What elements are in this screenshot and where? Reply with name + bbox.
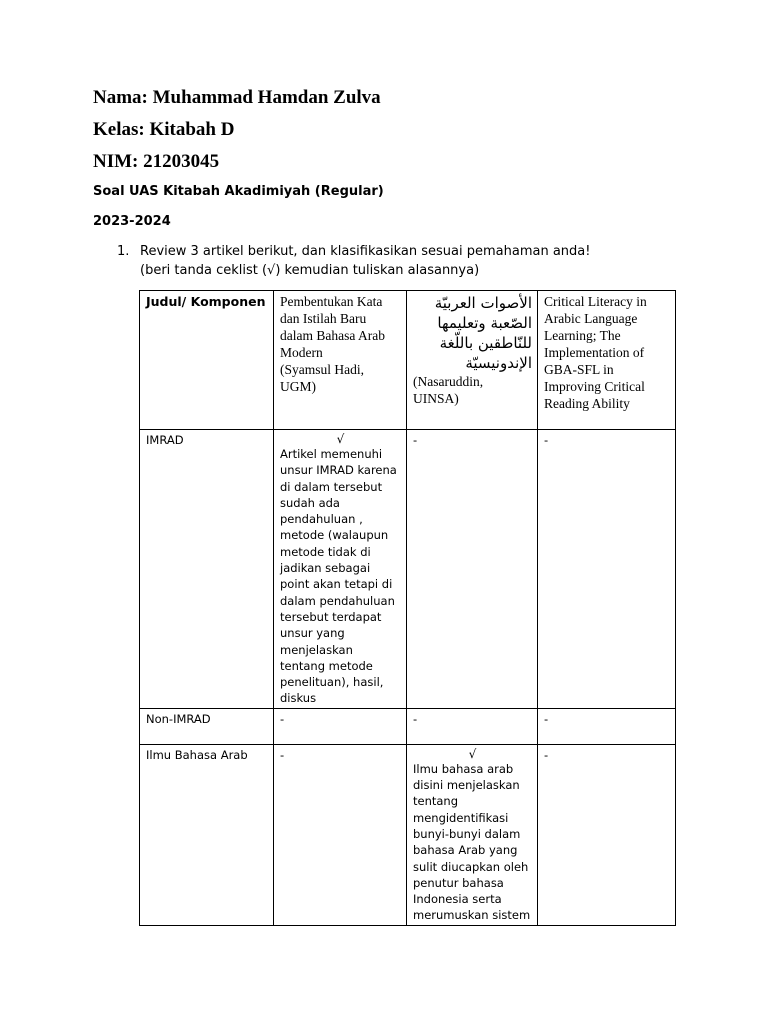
article-1-title: Pembentukan Kata dan Istilah Baru dalam Bahasa Arab Modern	[280, 294, 385, 360]
cell-ilmu-article-3: -	[538, 744, 676, 925]
exam-year: 2023-2024	[93, 214, 171, 229]
article-1-author: (Syamsul Hadi, UGM)	[280, 362, 364, 394]
ilmu-article-2-reason: Ilmu bahasa arab disini menjelaskan tentang mengidentifikasi bunyi-bunyi dalam bahasa Arab yang sulit diucapkan oleh penutur bahasa Indonesia serta merumuskan sistem	[413, 761, 531, 923]
article-2-title: الأصوات العربيّة الصّعبة وتعليمها للنّاطقين باللّغة الإندونيسيّة	[434, 294, 532, 372]
cell-imrad-article-3: -	[538, 430, 676, 709]
student-class: Kelas: Kitabah D	[93, 119, 235, 140]
row-label-imrad: IMRAD	[140, 430, 274, 709]
cell-ilmu-article-1: -	[274, 744, 407, 925]
header-cell-article-1	[274, 291, 407, 430]
question-number: 1.	[117, 244, 130, 259]
row-label-non-imrad: Non-IMRAD	[140, 708, 274, 744]
cell-imrad-article-2: -	[407, 430, 538, 709]
exam-title: Soal UAS Kitabah Akadimiyah (Regular)	[93, 184, 384, 199]
check-mark: √	[336, 432, 345, 446]
student-nim: NIM: 21203045	[93, 151, 220, 172]
cell-nonimrad-article-1: -	[274, 708, 407, 744]
classification-table	[139, 290, 676, 926]
header-cell-corner	[140, 291, 274, 430]
header-cell-article-2	[407, 291, 538, 430]
imrad-article-1-reason: Artikel memenuhi unsur IMRAD karena di dalam tersebut sudah ada pendahuluan , metode (walaupun metode tidak di jadikan sebagai point akan tetapi di dalam pendahuluan tersebut terdapat unsur yang menjelaskan tentang metode penelituan), hasil, diskus	[280, 447, 397, 706]
row-label-ilmu-bahasa-arab: Ilmu Bahasa Arab	[140, 744, 274, 925]
corner-label: Judul/ Komponen	[146, 294, 266, 309]
cell-imrad-article-1	[274, 430, 407, 709]
article-3-title: Critical Literacy in Arabic Language Learning; The Implementation of GBA-SFL in Improving Critical Reading Ability	[544, 294, 647, 411]
check-mark: √	[468, 746, 477, 761]
table-row	[140, 430, 676, 709]
cell-ilmu-article-2	[407, 744, 538, 925]
question-line-2: (beri tanda ceklist (√) kemudian tuliskan alasannya)	[140, 263, 480, 278]
article-2-author: (Nasaruddin, UINSA)	[413, 374, 484, 406]
cell-nonimrad-article-3: -	[538, 708, 676, 744]
table-header-row	[140, 291, 676, 430]
question-line-1: Review 3 artikel berikut, dan klasifikasikan sesuai pemahaman anda!	[140, 244, 591, 259]
table-row	[140, 744, 676, 925]
student-name: Nama: Muhammad Hamdan Zulva	[93, 87, 381, 108]
header-cell-article-3	[538, 291, 676, 430]
cell-nonimrad-article-2: -	[407, 708, 538, 744]
table-row	[140, 708, 676, 744]
